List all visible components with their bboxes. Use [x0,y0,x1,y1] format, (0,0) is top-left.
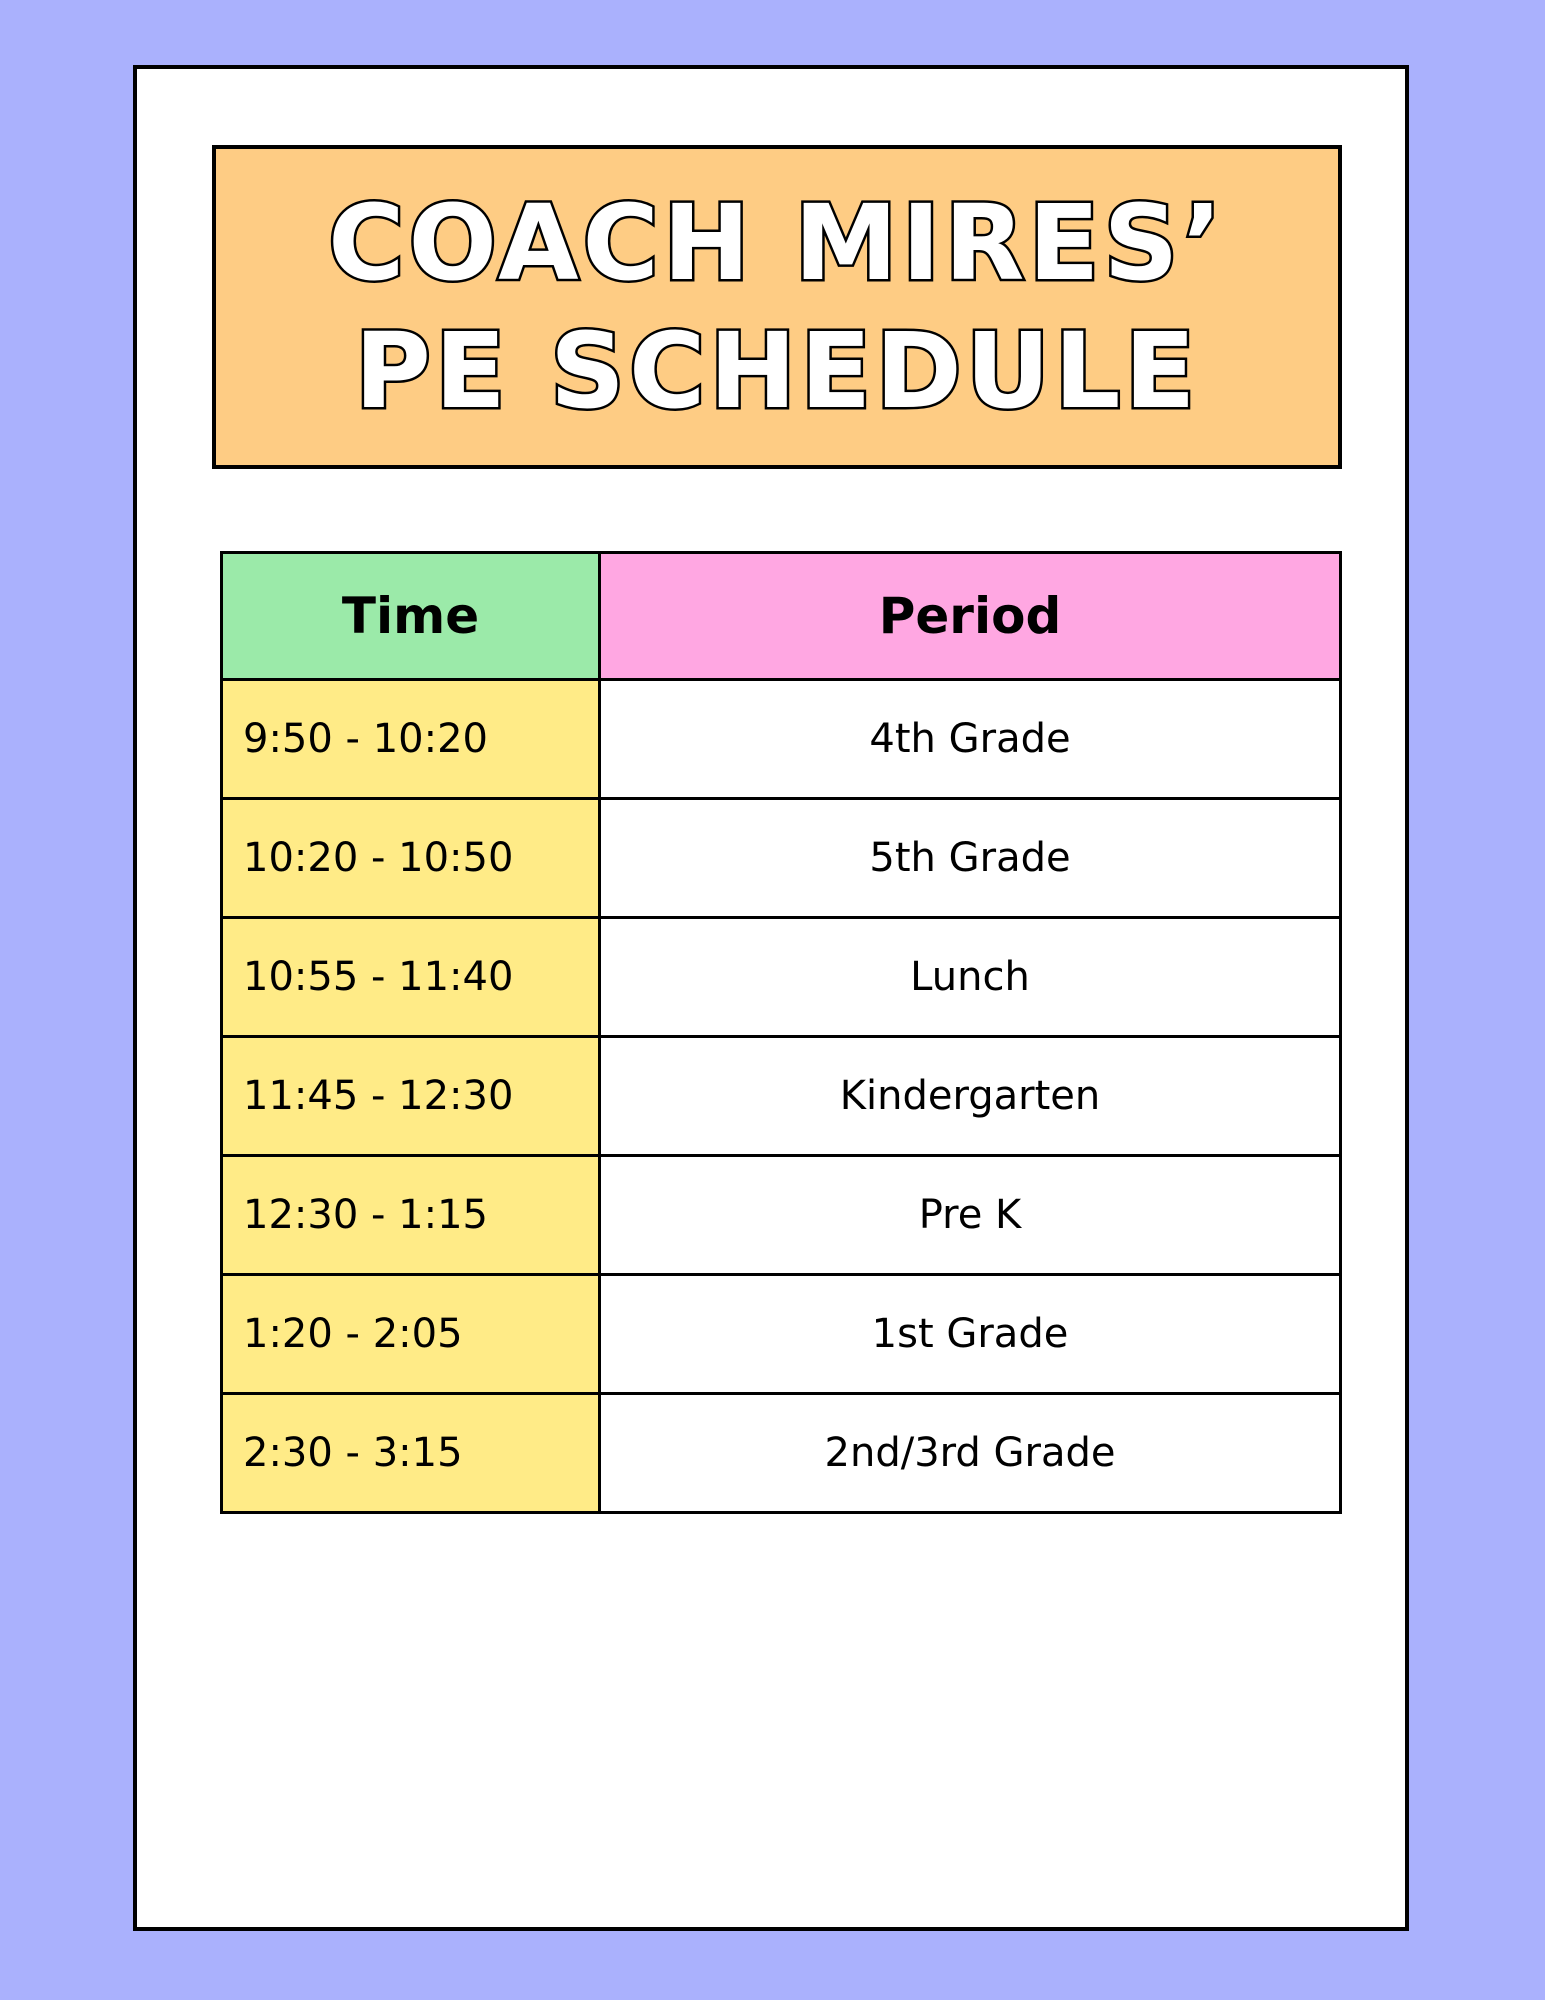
table-row [222,680,1341,799]
time-cell: 10:55 - 11:40 [222,918,600,1037]
title-line-1: COACH MIRES’ [328,182,1226,304]
time-column-header: Time [222,553,600,680]
period-column-header: Period [600,553,1341,680]
time-cell: 11:45 - 12:30 [222,1037,600,1156]
title-line-2: PE SCHEDULE [354,310,1200,432]
period-cell: 5th Grade [600,799,1341,918]
table-row [222,1275,1341,1394]
time-cell: 9:50 - 10:20 [222,680,600,799]
schedule-table [220,551,1342,1514]
table-row [222,1037,1341,1156]
title-banner [212,145,1342,469]
table-row [222,1156,1341,1275]
period-cell: 2nd/3rd Grade [600,1394,1341,1513]
time-cell: 1:20 - 2:05 [222,1275,600,1394]
period-cell: 4th Grade [600,680,1341,799]
period-cell: 1st Grade [600,1275,1341,1394]
period-cell: Lunch [600,918,1341,1037]
table-header-row [222,553,1341,680]
time-cell: 10:20 - 10:50 [222,799,600,918]
time-cell: 12:30 - 1:15 [222,1156,600,1275]
table-row [222,1394,1341,1513]
schedule-page [133,65,1409,1931]
table-row [222,918,1341,1037]
table-row [222,799,1341,918]
period-cell: Pre K [600,1156,1341,1275]
period-cell: Kindergarten [600,1037,1341,1156]
time-cell: 2:30 - 3:15 [222,1394,600,1513]
